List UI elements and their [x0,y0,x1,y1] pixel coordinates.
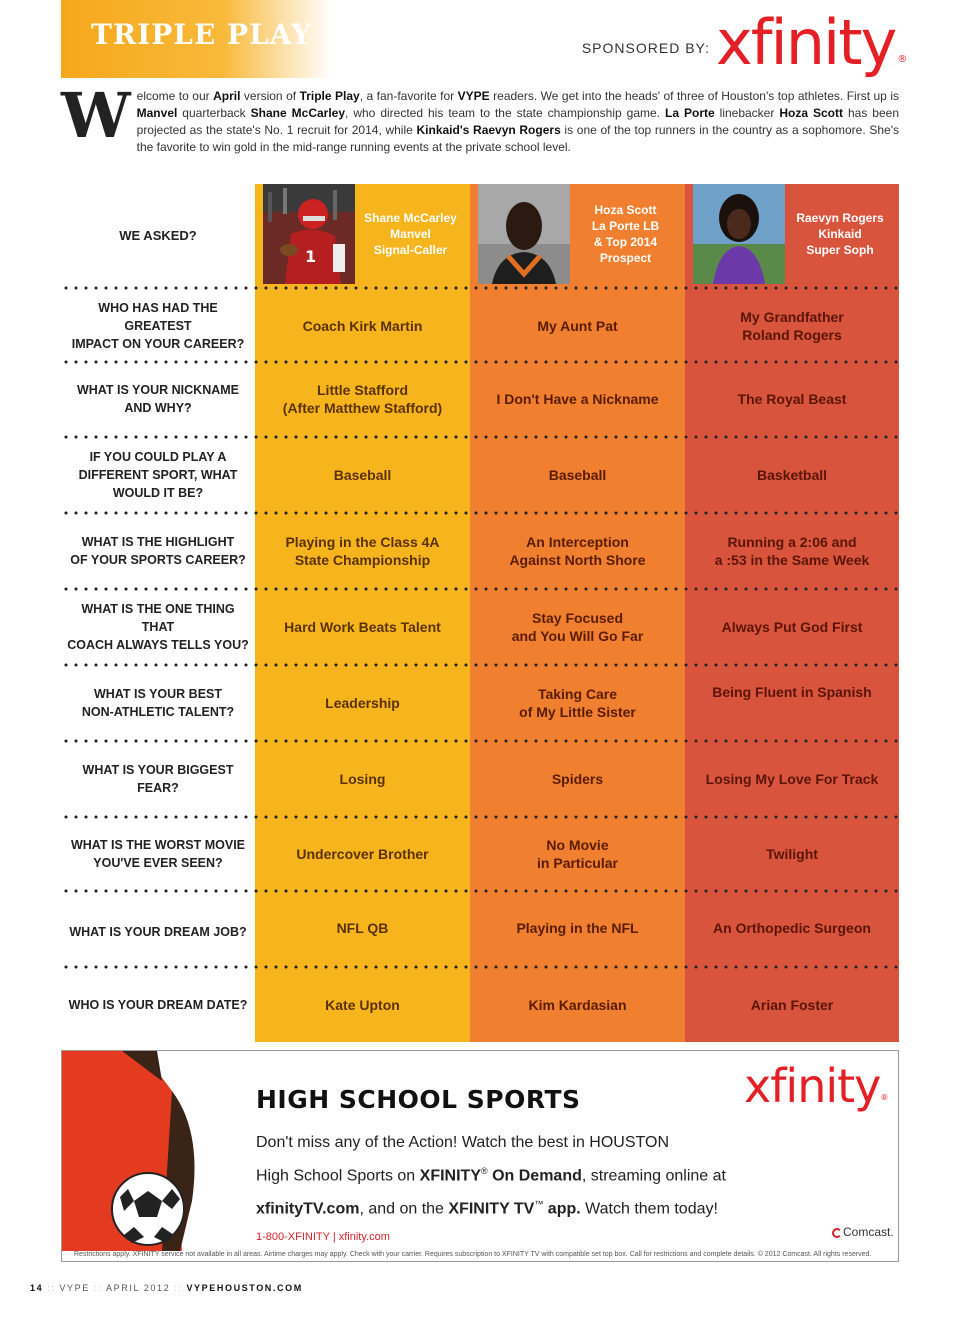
answer-2-raevyn: The Royal Beast [737,391,847,407]
drop-cap: W [61,79,131,152]
player-hoza-scott [470,184,685,286]
answer-4-hoza: An Interception Against North Shore [509,533,646,568]
answer-5-hoza: Stay Focused and You Will Go Far [511,609,644,644]
issue-date: APRIL 2012 [106,1283,171,1293]
answer-6-hoza: Taking Care of My Little Sister [519,685,636,720]
question-4: WHAT IS THE HIGHLIGHT OF YOUR SPORTS CAREER? [70,534,246,567]
question-9: WHAT IS YOUR DREAM JOB? [69,925,247,939]
ad-fine-print: Restrictions apply. XFINITY service not available in all areas. Airtime charges may apply. Check with your carrier. Requires subscription to XFINITY TV with compatible set top box. Call for restrictions and complete details. © 2012 Comcast. All rights reserved. [74,1251,872,1258]
table-row [61,817,899,891]
answer-1-raevyn: My Grandfather Roland Rogers [740,308,844,343]
answer-7-raevyn: Losing My Love For Track [705,770,879,787]
qa-table [61,184,899,1042]
answer-1-hoza: My Aunt Pat [537,317,618,334]
football-player-photo-icon [263,184,355,284]
table-row [61,362,899,436]
ad-contact-link[interactable]: 1-800-XFINITY | xfinity.com [256,1231,390,1243]
comcast-mark-icon [832,1228,842,1238]
question-8: WHAT IS THE WORST MOVIE YOU'VE EVER SEEN? [70,838,246,870]
answer-3-raevyn: Basketball [756,466,828,483]
player-name-1: Shane McCarley Manvel Signal-Caller [364,211,457,257]
answer-7-shane: Losing [339,770,386,787]
answer-8-raevyn: Twilight [766,846,818,862]
answer-3-shane: Baseball [333,466,392,483]
player-raevyn-rogers [685,184,899,286]
soccer-player-photo-icon [62,1051,252,1251]
answer-6-raevyn: Being Fluent in Spanish [712,684,872,700]
answer-1-shane: Coach Kirk Martin [302,317,423,334]
page-number: 14 [30,1283,44,1293]
answer-7-hoza: Spiders [551,770,604,787]
we-asked-label: WE ASKED? [119,227,197,243]
svg-text:1: 1 [305,247,317,266]
player-name-2: Hoza Scott La Porte LB & Top 2014 Prospect [591,203,660,265]
answer-3-hoza: Baseball [548,466,607,483]
runner-portrait-photo-icon [693,184,785,284]
ad-title: HIGH SCHOOL SPORTS [256,1085,581,1114]
answer-2-shane: Little Stafford (After Matthew Stafford) [282,382,443,416]
table-row [61,741,899,816]
player-shane-mccarley [255,184,470,286]
magazine-name: VYPE [59,1283,90,1293]
question-3: IF YOU COULD PLAY A DIFFERENT SPORT, WHAT WOULD IT BE? [78,449,238,500]
question-10: WHO IS YOUR DREAM DATE? [68,997,248,1012]
banner-title: TRIPLE PLAY [91,18,313,51]
table-row [61,665,899,740]
linebacker-portrait-photo-icon [478,184,570,284]
question-1: WHO HAS HAD THE GREATEST IMPACT ON YOUR CAREER? [71,300,245,351]
xfinity-advertisement[interactable] [61,1050,899,1262]
table-row [61,589,899,664]
question-6: WHAT IS YOUR BEST NON-ATHLETIC TALENT? [81,686,235,719]
answer-9-shane: NFL QB [336,920,389,936]
table-row [61,513,899,588]
answer-6-shane: Leadership [325,694,400,711]
answer-4-raevyn: Running a 2:06 and a :53 in the Same Week [714,533,870,568]
answer-5-raevyn: Always Put God First [721,618,863,635]
answer-10-shane: Kate Upton [325,996,400,1013]
xfinity-logo: xfinity ® [716,6,906,79]
player-name-3: Raevyn Rogers Kinkaid Super Soph [796,211,884,257]
answer-10-hoza: Kim Kardasian [528,996,627,1013]
table-row [61,437,899,512]
table-row [61,288,899,363]
comcast-logo: Comcast. [832,1225,894,1239]
question-5: WHAT IS THE ONE THING THAT COACH ALWAYS TELLS YOU? [67,601,249,652]
question-7: WHAT IS YOUR BIGGEST FEAR? [82,762,234,795]
website[interactable]: VYPEHOUSTON.COM [186,1283,303,1293]
page-footer: 14 :: VYPE :: APRIL 2012 :: VYPEHOUSTON.COM [30,1283,303,1293]
table-row [61,891,899,965]
table-row [61,967,899,1042]
intro-paragraph: Welcome to our April version of Triple Play, a fan-favorite for VYPE readers. We get into the heads' of three of Houston's top athletes. First up is Manvel quarterback Shane McCarley, who directed his team to the state championship game. La Porte linebacker Hoza Scott has been projected as the state's No. 1 recruit for 2014, while Kinkaid's Raevyn Rogers is one of the top runners in the country as a sophomore. She's the favorite to win gold in the mid-range running events at the private school level. [61,79,900,154]
triple-play-banner [61,0,331,78]
ad-body: Don't miss any of the Action! Watch the best in HOUSTON High School Sports on XFINITY® On Demand, streaming online at xfinityTV.com, and on the XFINITY TV™ app. Watch them today! [256,1134,726,1218]
answer-9-raevyn: An Orthopedic Surgeon [713,920,871,936]
sponsor-label: SPONSORED BY: [581,40,710,56]
answer-4-shane: Playing in the Class 4A State Championship [285,533,440,568]
ad-xfinity-logo: xfinity® [744,1059,888,1113]
table-header-row [61,184,899,286]
answer-8-hoza: No Movie in Particular [537,837,618,871]
answer-9-hoza: Playing in the NFL [516,920,639,936]
answer-8-shane: Undercover Brother [296,846,429,862]
answer-5-shane: Hard Work Beats Talent [284,618,441,635]
answer-2-hoza: I Don't Have a Nickname [496,391,659,407]
answer-10-raevyn: Arian Foster [750,996,834,1013]
question-2: WHAT IS YOUR NICKNAME AND WHY? [76,383,240,415]
